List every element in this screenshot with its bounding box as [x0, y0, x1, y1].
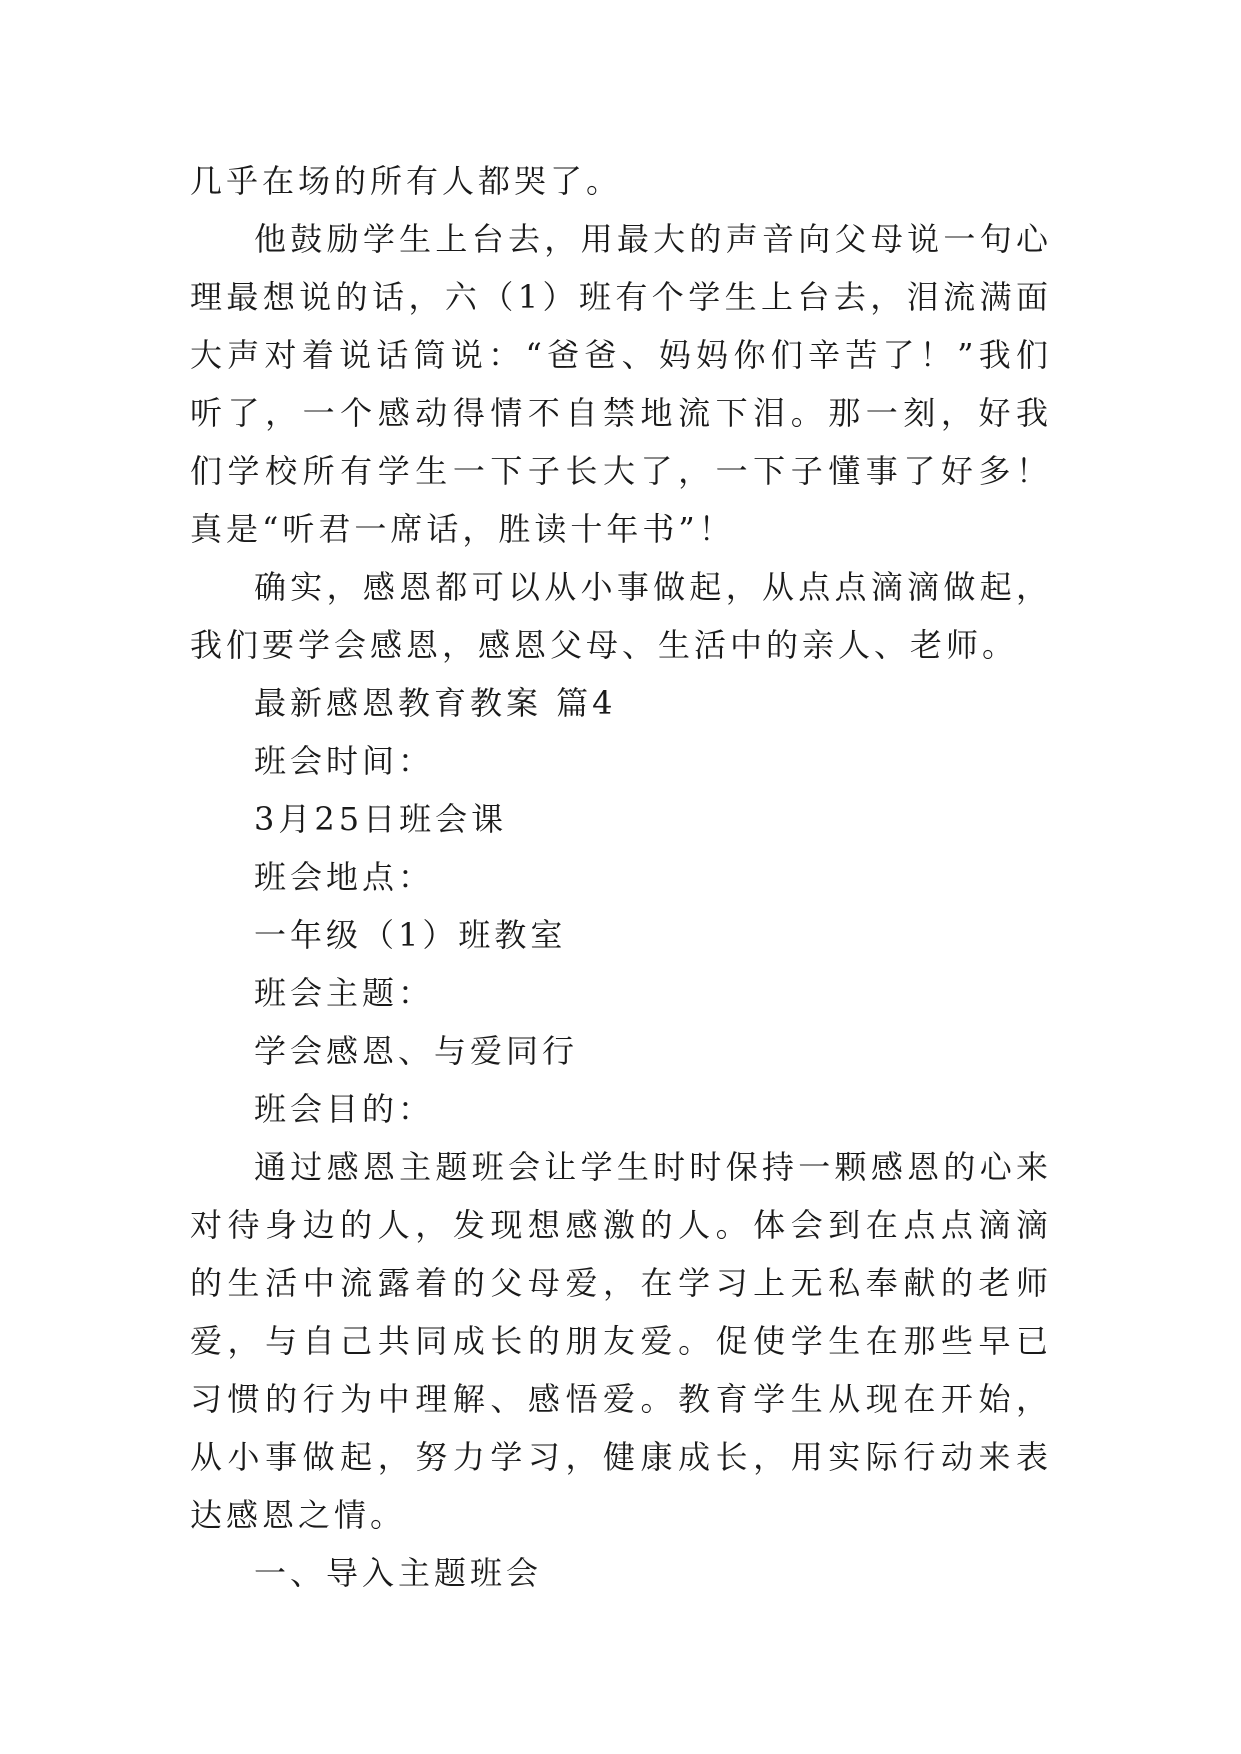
- document-body: [190, 152, 1052, 1602]
- paragraph-gratitude-conclusion: 确实，感恩都可以从小事做起，从点点滴滴做起，我们要学会感恩，感恩父母、生活中的亲人、老师。: [190, 568, 1052, 664]
- meeting-location-value: 一年级（1）班教室: [254, 916, 567, 954]
- subsection-heading: 一、导入主题班会: [254, 1554, 543, 1592]
- paragraph-encouragement: 他鼓励学生上台去，用最大的声音向父母说一句心理最想说的话，六（1）班有个学生上台去，泪流满面大声对着说话筒说：“爸爸、妈妈你们辛苦了！”我们听了，一个感动得情不自禁地流下泪。那一刻，好我们学校所有学生一下子长大了，一下子懂事了好多！真是“听君一席话，胜读十年书”！: [190, 220, 1052, 548]
- meeting-time-label: 班会时间：: [254, 742, 435, 780]
- meeting-purpose-label: 班会目的：: [254, 1090, 435, 1128]
- meeting-theme-value: 学会感恩、与爱同行: [254, 1032, 579, 1070]
- meeting-location-label: 班会地点：: [254, 858, 435, 896]
- meeting-time-value: 3月25日班会课: [254, 800, 508, 838]
- section-heading: 最新感恩教育教案 篇4: [254, 684, 617, 722]
- meeting-theme-label: 班会主题：: [254, 974, 435, 1012]
- paragraph-continuation: 几乎在场的所有人都哭了。: [190, 162, 623, 200]
- meeting-purpose-paragraph: 通过感恩主题班会让学生时时保持一颗感恩的心来对待身边的人，发现想感激的人。体会到在点点滴滴的生活中流露着的父母爱，在学习上无私奉献的老师爱，与自己共同成长的朋友爱。促使学生在那些早已习惯的行为中理解、感悟爱。教育学生从现在开始，从小事做起，努力学习，健康成长，用实际行动来表达感恩之情。: [190, 1148, 1052, 1534]
